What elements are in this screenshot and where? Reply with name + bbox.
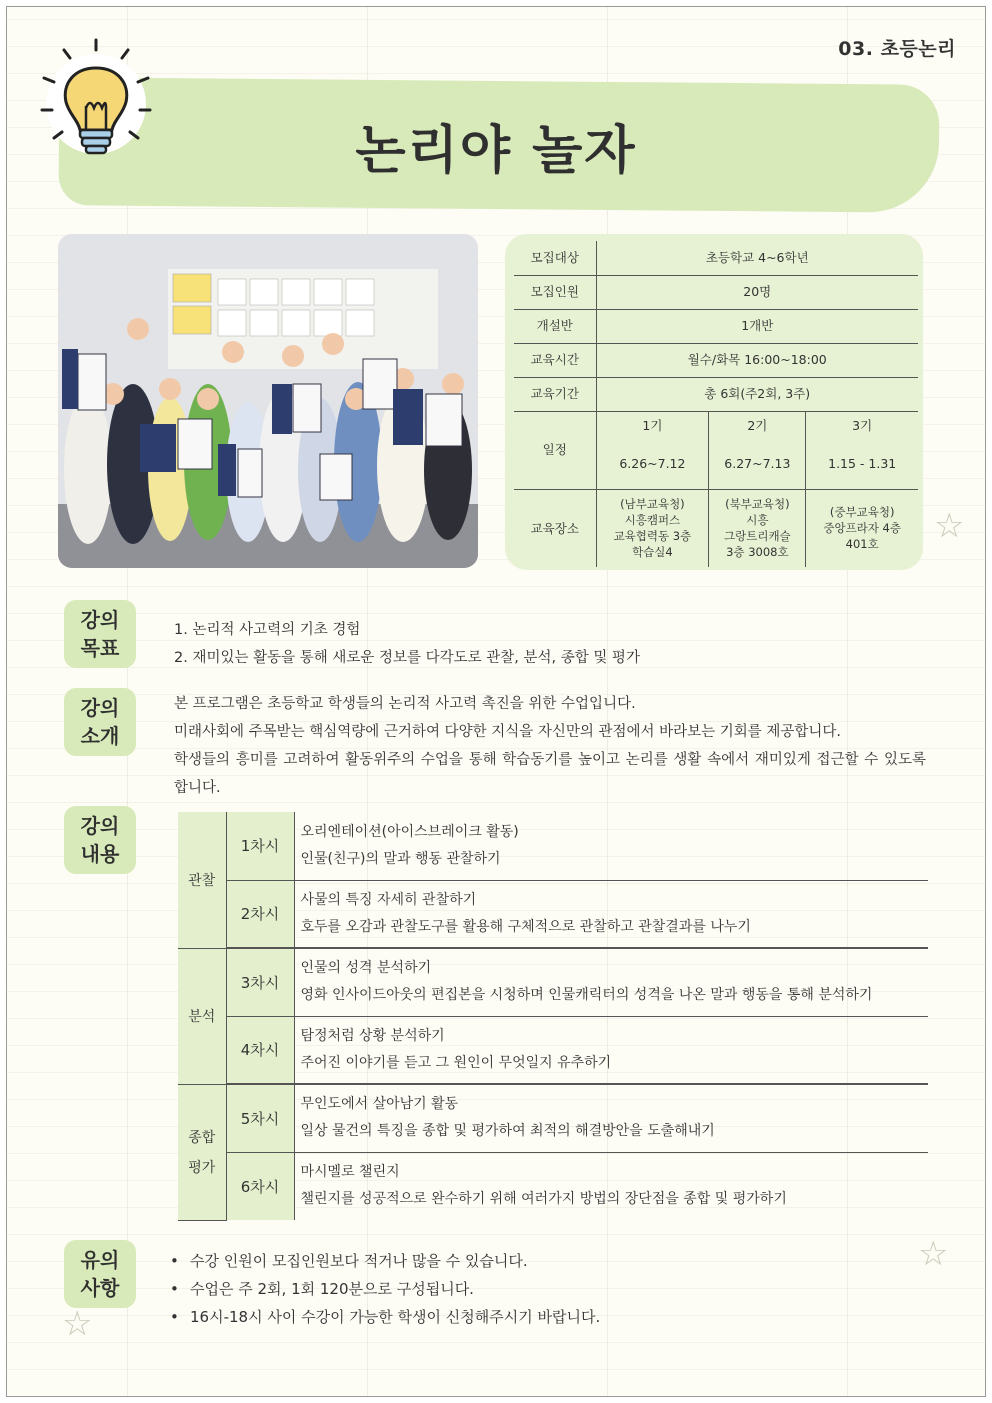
location-cell [709,489,806,567]
session-number: 1차시 [226,812,294,880]
info-label: 개설반 [514,309,596,343]
location-line: (북부교육청) [725,497,790,512]
location-line: 401호 [845,537,879,552]
category-name: 종합 [188,1130,216,1146]
star-icon: ☆ [62,1304,93,1344]
session-detail: 영화 인사이드아웃의 편집본을 시청하며 인물캐릭터의 성격을 나온 말과 행동을 통해 분석하기 [300,987,873,1004]
cohort-label: 2기 [709,411,806,439]
notes-label [64,1240,136,1308]
note-item: • 16시-18시 사이 수강이 가능한 학생이 신청해주시기 바랍니다. [170,1303,600,1331]
session-desc [294,1084,928,1152]
session-title: 사물의 특징 자세히 관찰하기 [300,891,477,908]
goals-label-line: 강의 [80,608,120,632]
info-table [514,241,918,567]
intro-label-line: 소개 [80,724,120,748]
info-label: 교육시간 [514,343,596,377]
session-desc [294,1152,928,1220]
session-number: 2차시 [226,880,294,948]
session-title: 인물의 성격 분석하기 [300,960,432,977]
cohort-dates: 6.26~7.12 [596,439,709,489]
intro-label-line: 강의 [80,696,120,720]
goals-label-line: 목표 [80,636,120,660]
location-line: 3층 3008호 [726,545,789,560]
goals-list [174,616,640,672]
session-desc [294,948,928,1016]
location-line: 시흥 [746,513,769,528]
cohort-label: 3기 [852,417,873,433]
session-desc [294,880,928,948]
session-title: 오리엔테이션(아이스브레이크 활동) [300,823,519,840]
info-value: 1개반 [596,309,918,343]
category-cell [178,812,226,948]
info-label: 모집인원 [514,275,596,309]
session-number: 6차시 [226,1152,294,1220]
category-name: 분석 [188,1009,216,1025]
info-value: 총 6회(주2회, 3주) [596,377,918,411]
location-line: 중앙프라자 4층 [823,521,901,536]
intro-line: 미래사회에 주목받는 핵심역량에 근거하여 다양한 지식을 자신만의 관점에서 바라보는 기회를 제공합니다. [174,724,842,740]
goal-item: 1. 논리적 사고력의 기초 경험 [174,622,361,638]
section-tag: 03. 초등논리 [838,38,956,60]
location-line: 학습실4 [632,545,673,560]
location-cell [596,489,709,567]
session-number: 5차시 [226,1084,294,1152]
session-detail: 인물(친구)의 말과 행동 관찰하기 [300,850,501,867]
session-detail: 호두를 오감과 관찰도구를 활용해 구체적으로 관찰하고 관찰결과를 나누기 [300,918,751,935]
info-label: 모집대상 [514,241,596,275]
session-title: 무인도에서 살아남기 활동 [300,1096,459,1113]
session-number: 4차시 [226,1016,294,1084]
content-label [64,806,136,874]
category-name: 평가 [188,1160,216,1176]
location-cell [806,489,918,567]
intro-text [174,690,926,802]
location-line: 그랑트리캐슬 [724,529,791,544]
location-label: 교육장소 [514,489,596,567]
notes-label-line: 사항 [80,1276,120,1300]
content-label-line: 내용 [80,842,120,866]
session-number: 3차시 [226,948,294,1016]
location-line: (중부교육청) [829,505,895,520]
star-icon: ☆ [934,506,965,546]
category-name: 관찰 [188,872,216,889]
intro-line: 학생들의 흥미를 고려하여 활동위주의 수업을 통해 학습동기를 높이고 논리를 생활 속에서 재미있게 접근할 수 있도록 합니다. [174,752,926,796]
session-detail: 주어진 이야기를 듣고 그 원인이 무엇일지 유추하기 [300,1054,612,1071]
info-label: 교육기간 [514,377,596,411]
goal-item: 2. 재미있는 활동을 통해 새로운 정보를 다각도로 관찰, 분석, 종합 및 평가 [174,650,640,666]
notes-label-line: 유의 [80,1248,120,1272]
content-label-line: 강의 [80,814,120,838]
notes-list [170,1247,600,1331]
session-detail: 일상 물건의 특징을 종합 및 평가하여 최적의 해결방안을 도출해내기 [300,1123,715,1140]
category-cell [178,948,226,1084]
session-detail: 챌린지를 성공적으로 완수하기 위해 여러가지 방법의 장단점을 종합 및 평가하기 [300,1191,787,1208]
session-desc [294,1016,928,1084]
info-value: 20명 [596,275,918,309]
goals-label [64,600,136,668]
class-photo [58,234,478,568]
schedule-label: 일정 [514,411,596,489]
star-icon: ☆ [918,1234,949,1274]
page-title: 논리야 놀자 [355,121,637,181]
session-title: 탐정처럼 상황 분석하기 [300,1027,445,1044]
location-line: 교육협력동 3층 [613,529,692,544]
cohort-label: 1기 [596,411,709,439]
session-desc [294,812,928,880]
intro-label [64,688,136,756]
session-title: 마시멜로 챌린지 [300,1164,400,1181]
cohort-dates: 6.27~7.13 [709,439,806,489]
location-line: 시흥캠퍼스 [624,513,681,528]
content-table [178,812,928,1221]
info-value: 월수/화목 16:00~18:00 [596,343,918,377]
intro-line: 본 프로그램은 초등학교 학생들의 논리적 사고력 촉진을 위한 수업입니다. [174,696,636,712]
location-line: (남부교육청) [620,497,685,512]
note-item: • 수업은 주 2회, 1회 120분으로 구성됩니다. [170,1275,600,1303]
note-item: • 수강 인원이 모집인원보다 적거나 많을 수 있습니다. [170,1247,600,1275]
category-cell [178,1084,226,1220]
cohort-dates: 1.15 - 1.31 [806,439,918,489]
info-value: 초등학교 4~6학년 [596,241,918,275]
